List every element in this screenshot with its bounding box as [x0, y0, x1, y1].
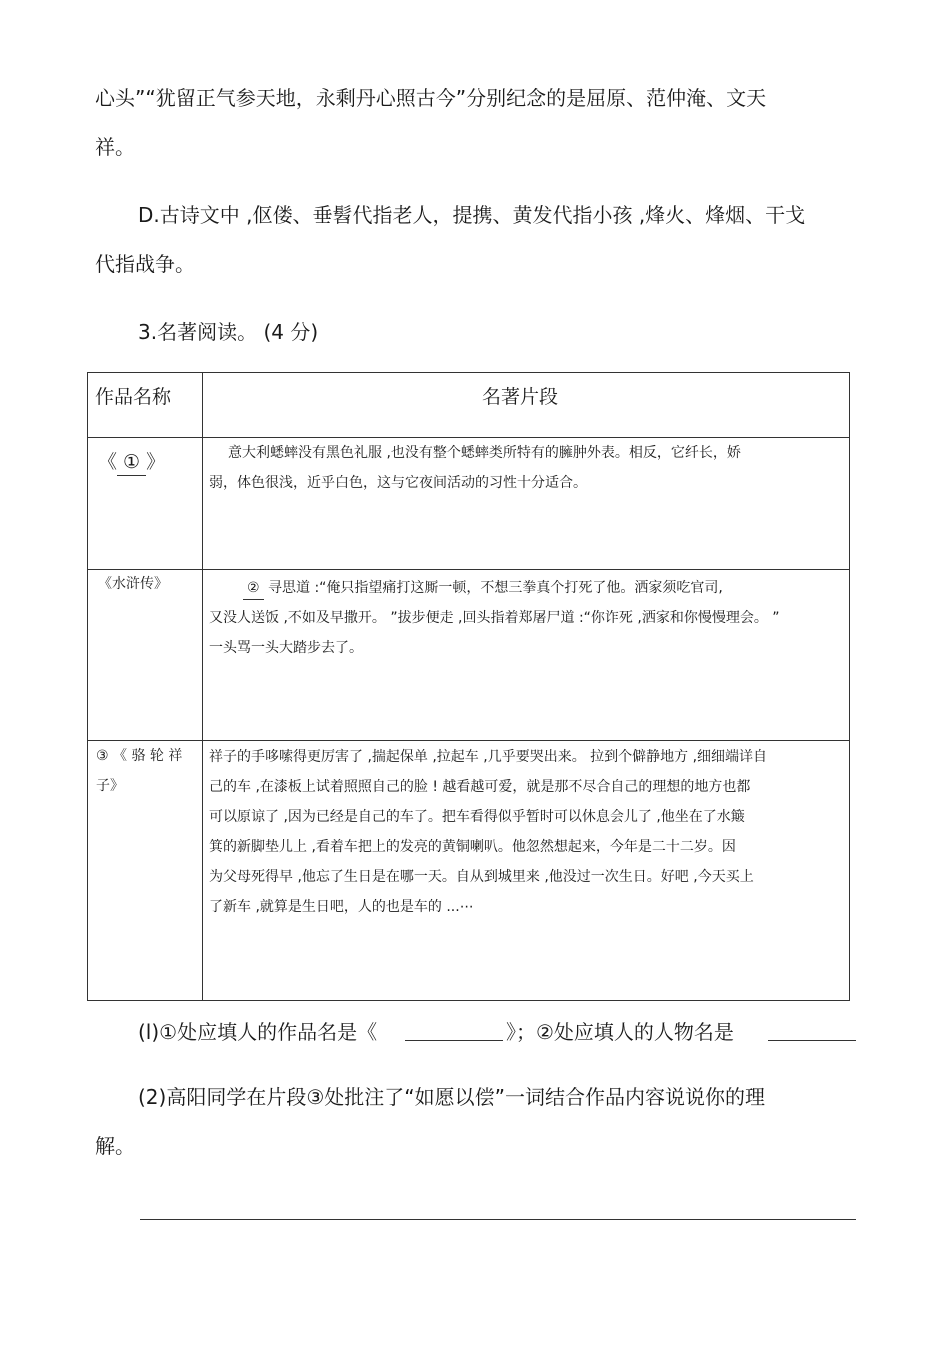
- row1-excerpt-line-2: 弱，体色很浅，近乎白色，这与它夜间活动的习性十分适合。: [209, 475, 587, 491]
- sub-question-2-line-2: 解。: [95, 1134, 135, 1158]
- col-header-excerpt: 名著片段: [482, 386, 559, 408]
- row3-excerpt-line-3: 可以原谅了 ,因为已经是自己的车了。把车看得似乎暂时可以休息会儿了 ,他坐在了水簸: [209, 809, 745, 825]
- row2-excerpt-line-2: 又没人送饭 ,不如及早撒开。 ”拔步便走 ,回头指着郑屠尸道 :“你诈死 ,洒家和你慢慢理会。 ”: [209, 610, 780, 626]
- blank-1: ①: [117, 449, 146, 476]
- row3-excerpt-line-1: 祥子的手哆嗦得更厉害了 ,揣起保单 ,拉起车 ,几乎要哭出来。 拉到个僻静地方 ,细细端详自: [209, 749, 768, 765]
- sub-question-1-part1: (l)①处应填人的作品名是《: [138, 1020, 378, 1044]
- sub-question-1-part2: 》；②处应填人的人物名是: [506, 1020, 734, 1044]
- answer-blank-1[interactable]: [405, 1040, 503, 1041]
- row3-excerpt-line-2: 己的车 ,在漆板上试着照照自己的脸 ! 越看越可爱，就是那不尽合自己的理想的地方也都: [209, 779, 751, 795]
- row1-work-name: [98, 449, 165, 476]
- book-bracket-open: 《: [98, 451, 118, 473]
- row3-work-name-line-2: 子》: [96, 778, 124, 794]
- col-header-work: 作品名称: [95, 386, 172, 408]
- row2-excerpt-line-1: [243, 573, 723, 603]
- question3-title: 3.名著阅读。 (4 分): [138, 320, 319, 344]
- row2-work-name: 《水浒传》: [98, 576, 168, 592]
- row2-excerpt-text-1: 寻思道 :“俺只指望痛打这厮一顿，不想三拳真个打死了他。洒家须吃官司,: [268, 580, 723, 596]
- row3-excerpt-line-5: 为父母死得早 ,他忘了生日是在哪一天。自从到城里来 ,他没过一次生日。好吧 ,今天买上: [209, 869, 754, 885]
- row2-excerpt-line-3: 一头骂一头大踏步去了。: [209, 640, 363, 656]
- intro-line-1: 心头”“犹留正气参天地，永剩丹心照古今”分别纪念的是屈原、范仲淹、文天: [95, 86, 767, 110]
- sub-question-2-line-1: (2)高阳同学在片段③处批注了“如愿以偿”一词结合作品内容说说你的理: [138, 1085, 765, 1109]
- row3-work-name-line-1: ③ 《 骆 轮 祥: [96, 748, 183, 764]
- table-column-divider: [202, 373, 203, 1000]
- table-row-divider: [88, 740, 849, 741]
- book-bracket-close: 》: [146, 451, 166, 473]
- table-row-divider: [88, 569, 849, 570]
- answer-line[interactable]: [140, 1219, 856, 1220]
- option-d-line-1: D.古诗文中 ,伛偻、垂髫代指老人，提携、黄发代指小孩 ,烽火、烽烟、干戈: [138, 203, 806, 227]
- intro-line-2: 祥。: [95, 135, 135, 159]
- option-d-line-2: 代指战争。: [95, 252, 195, 276]
- row3-excerpt-line-4: 箕的新脚垫儿上 ,看着车把上的发亮的黄铜喇叭。他忽然想起来，今年是二十二岁。因: [209, 839, 736, 855]
- answer-blank-2[interactable]: [768, 1040, 856, 1041]
- row3-excerpt-line-6: 了新车 ,就算是生日吧，人的也是车的 ...⋯: [209, 899, 474, 915]
- reading-table: [87, 372, 850, 1001]
- row1-excerpt-line-1: 意大利蟋蟀没有黑色礼服 ,也没有整个蟋蟀类所特有的臃肿外表。相反，它纤长，娇: [228, 445, 741, 461]
- blank-2: ②: [243, 577, 264, 600]
